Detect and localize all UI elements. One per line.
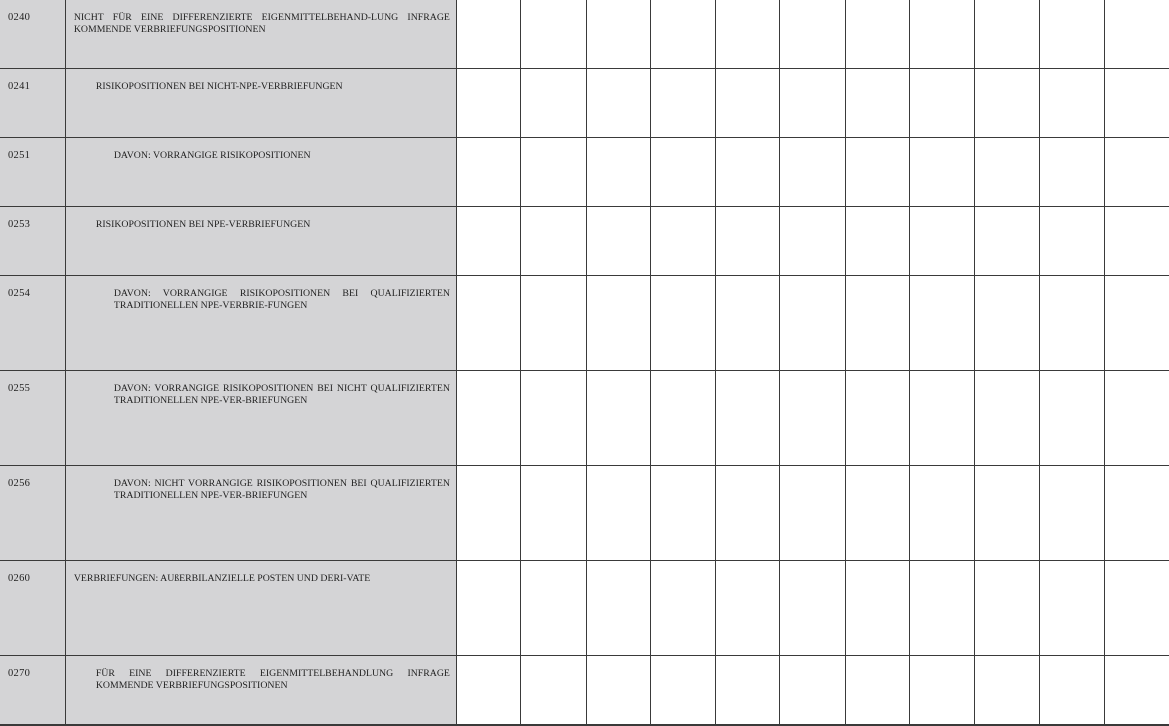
data-cell[interactable] [1105,0,1169,69]
data-cell[interactable] [1039,561,1104,656]
data-cell[interactable] [586,276,650,371]
data-cell[interactable] [650,69,715,138]
row-label: NICHT FÜR EINE DIFFERENZIERTE EIGENMITTELBEHAND-LUNG INFRAGE KOMMENDE VERBRIEFUNGSPOSITIONEN [65,0,456,69]
data-cell[interactable] [586,371,650,466]
data-cell[interactable] [975,466,1039,561]
table-row [0,69,1169,138]
data-cell[interactable] [780,0,845,69]
data-cell[interactable] [910,69,975,138]
row-code: 0253 [0,207,65,276]
data-cell[interactable] [716,207,780,276]
data-cell[interactable] [1039,276,1104,371]
data-cell[interactable] [586,656,650,726]
data-cell[interactable] [975,138,1039,207]
data-cell[interactable] [780,656,845,726]
data-cell[interactable] [845,466,909,561]
data-cell[interactable] [456,69,520,138]
data-cell[interactable] [650,371,715,466]
data-cell[interactable] [456,561,520,656]
data-cell[interactable] [975,69,1039,138]
table-row [0,371,1169,466]
data-cell[interactable] [975,0,1039,69]
data-cell[interactable] [1039,207,1104,276]
data-cell[interactable] [650,0,715,69]
data-cell[interactable] [780,207,845,276]
data-cell[interactable] [845,371,909,466]
table-row [0,276,1169,371]
row-code: 0270 [0,656,65,726]
row-label: RISIKOPOSITIONEN BEI NICHT-NPE-VERBRIEFUNGEN [65,69,456,138]
data-cell[interactable] [780,561,845,656]
data-cell[interactable] [586,466,650,561]
data-cell[interactable] [1039,656,1104,726]
data-cell[interactable] [910,561,975,656]
data-cell[interactable] [780,69,845,138]
row-code: 0240 [0,0,65,69]
data-cell[interactable] [1039,69,1104,138]
data-cell[interactable] [845,138,909,207]
data-cell[interactable] [845,276,909,371]
row-code: 0251 [0,138,65,207]
data-cell[interactable] [780,371,845,466]
data-cell[interactable] [650,276,715,371]
data-cell[interactable] [586,138,650,207]
data-cell[interactable] [521,138,586,207]
data-cell[interactable] [456,138,520,207]
data-cell[interactable] [845,207,909,276]
table-row [0,138,1169,207]
data-cell[interactable] [1105,466,1169,561]
data-cell[interactable] [586,207,650,276]
table-row [0,561,1169,656]
data-cell[interactable] [521,276,586,371]
data-cell[interactable] [1105,561,1169,656]
row-label: FÜR EINE DIFFERENZIERTE EIGENMITTELBEHANDLUNG INFRAGE KOMMENDE VERBRIEFUNGSPOSITIONEN [65,656,456,726]
data-cell[interactable] [650,561,715,656]
data-cell[interactable] [910,0,975,69]
data-cell[interactable] [521,466,586,561]
data-cell[interactable] [1039,0,1104,69]
data-cell[interactable] [975,656,1039,726]
data-cell[interactable] [716,138,780,207]
table-row [0,656,1169,726]
table-row [0,0,1169,69]
data-cell[interactable] [456,207,520,276]
data-cell[interactable] [910,276,975,371]
data-cell[interactable] [1039,371,1104,466]
data-cell[interactable] [780,276,845,371]
data-cell[interactable] [780,466,845,561]
data-cell[interactable] [910,656,975,726]
data-cell[interactable] [650,138,715,207]
row-code: 0260 [0,561,65,656]
data-cell[interactable] [650,466,715,561]
data-cell[interactable] [716,656,780,726]
data-cell[interactable] [716,561,780,656]
data-cell[interactable] [521,0,586,69]
table-row [0,466,1169,561]
data-cell[interactable] [456,371,520,466]
data-cell[interactable] [1105,276,1169,371]
data-cell[interactable] [910,138,975,207]
data-cell[interactable] [845,561,909,656]
data-cell[interactable] [521,561,586,656]
data-cell[interactable] [845,69,909,138]
data-cell[interactable] [1105,656,1169,726]
data-cell[interactable] [1039,466,1104,561]
data-cell[interactable] [456,276,520,371]
row-label: VERBRIEFUNGEN: AUßERBILANZIELLE POSTEN UND DERI-VATE [65,561,456,656]
data-cell[interactable] [780,138,845,207]
data-cell[interactable] [910,466,975,561]
data-cell[interactable] [650,207,715,276]
data-cell[interactable] [456,656,520,726]
table-row [0,207,1169,276]
data-cell[interactable] [1105,371,1169,466]
row-label: DAVON: VORRANGIGE RISIKOPOSITIONEN BEI NICHT QUALIFIZIERTEN TRADITIONELLEN NPE-VER-BRIEFUNGEN [65,371,456,466]
data-cell[interactable] [586,69,650,138]
data-cell[interactable] [521,371,586,466]
data-cell[interactable] [716,466,780,561]
data-cell[interactable] [716,69,780,138]
data-cell[interactable] [521,69,586,138]
row-code: 0254 [0,276,65,371]
data-cell[interactable] [716,276,780,371]
data-cell[interactable] [845,0,909,69]
data-cell[interactable] [586,561,650,656]
row-label: DAVON: NICHT VORRANGIGE RISIKOPOSITIONEN BEI QUALIFIZIERTEN TRADITIONELLEN NPE-VER-BRIEFUNGEN [65,466,456,561]
data-cell[interactable] [975,561,1039,656]
data-cell[interactable] [910,207,975,276]
data-cell[interactable] [716,371,780,466]
data-cell[interactable] [1105,138,1169,207]
data-cell[interactable] [975,276,1039,371]
data-cell[interactable] [521,207,586,276]
row-label: DAVON: VORRANGIGE RISIKOPOSITIONEN [65,138,456,207]
data-cell[interactable] [975,207,1039,276]
row-code: 0256 [0,466,65,561]
data-cell[interactable] [975,371,1039,466]
data-cell[interactable] [456,466,520,561]
row-code: 0255 [0,371,65,466]
data-cell[interactable] [716,0,780,69]
data-cell[interactable] [1039,138,1104,207]
data-cell[interactable] [586,0,650,69]
data-cell[interactable] [1105,207,1169,276]
data-cell[interactable] [1105,69,1169,138]
data-cell[interactable] [521,656,586,726]
row-label: RISIKOPOSITIONEN BEI NPE-VERBRIEFUNGEN [65,207,456,276]
row-label: DAVON: VORRANGIGE RISIKOPOSITIONEN BEI QUALIFIZIERTEN TRADITIONELLEN NPE-VERBRIE-FUNGEN [65,276,456,371]
data-cell[interactable] [456,0,520,69]
data-cell[interactable] [910,371,975,466]
row-code: 0241 [0,69,65,138]
data-cell[interactable] [650,656,715,726]
data-cell[interactable] [845,656,909,726]
